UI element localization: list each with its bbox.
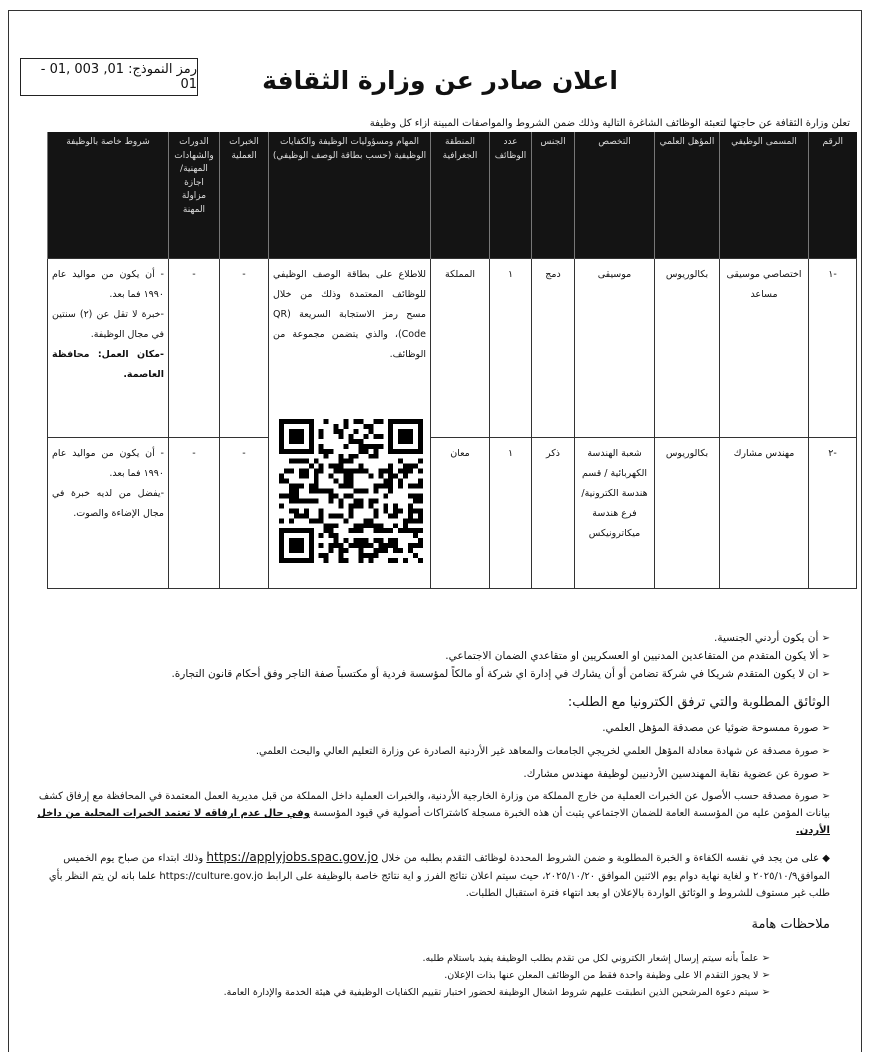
table-row bbox=[48, 438, 857, 589]
col-header: التخصص bbox=[575, 132, 655, 259]
condition: -خبرة لا تقل عن (٢) سنتين في مجال الوظيفة. bbox=[52, 308, 164, 340]
cell-region: معان bbox=[431, 438, 490, 589]
apply-link[interactable]: https://applyjobs.spac.gov.jo bbox=[206, 850, 379, 865]
table-row bbox=[48, 259, 857, 438]
cell-specialization: شعبة الهندسة الكهربائية / قسم هندسة الكترونية/ فرع هندسة ميكاترونيكس bbox=[575, 438, 655, 589]
list-item: ➢ صورة مصدقة عن شهادة معادلة المؤهل العلمي لخريجي الجامعات والمعاهد غير الأردنية الصادرة عن وزارة التعليم العالي والبحث العلمي. bbox=[30, 743, 830, 760]
list-item: ➢ ان لا يكون المتقدم شريكا في شركة تضامن أو أن يشارك في إدارة اي شركة أو مالكاً لمؤسسة فردية أو مكتسباً صفة التاجر وفق أحكام قانون التجارة. bbox=[30, 666, 830, 684]
list-item: ➢ ألا يكون المتقدم من المتقاعدين المدنيين او العسكريين او متقاعدي الضمان الاجتماعي. bbox=[30, 648, 830, 666]
apply-paragraph: ◆ على من يجد في نفسه الكفاءة و الخبرة المطلوبة و ضمن الشروط المحددة لوظائف التقدم بطلبه من خلال https://applyjobs.spac.gov.jo وذلك ابتداء من صباح يوم الخميس الموافق٢٠٢٥/١٠/٩ و لغاية نهاية دوام يوم الاثنين الموافق ٢٠٢٥/١٠/٢٠، حيث سيتم اعلان نتائج الفرز و اية نتائج خاصة بالوظيفة على الرابط https://culture.gov.jo علما بانه لن يتم النظر بأي طلب غير مستوف للشروط و الوثائق الواردة بالإعلان او بعد انتهاء فترة استقبال الطلبات. bbox=[48, 850, 830, 899]
list-item: ➢ سيتم دعوة المرشحين الذين انطبقت عليهم شروط اشغال الوظيفة لحضور اختبار تقييم الكفايات الوظيفية في هيئة الخدمة والإدارة العامة. bbox=[30, 984, 770, 1001]
notes-heading: ملاحظات هامة bbox=[751, 916, 830, 932]
condition: -مكان العمل: محافظة العاصمة. bbox=[52, 348, 164, 380]
list-item: ➢ علماً بأنه سيتم إرسال إشعار الكتروني لكل من تقدم بطلب الوظيفة يفيد باستلام طلبه. bbox=[30, 950, 770, 967]
cell-courses: - bbox=[169, 259, 220, 438]
cell-experience: - bbox=[220, 259, 269, 438]
cell-count: ١ bbox=[490, 438, 532, 589]
col-header: المهام ومسؤوليات الوظيفة والكفايات الوظيفية (حسب بطاقة الوصف الوظيفي) bbox=[269, 132, 431, 259]
cell-title: اختصاصي موسيقى مساعد bbox=[720, 259, 809, 438]
condition: - أن يكون من مواليد عام ١٩٩٠ فما بعد. bbox=[52, 269, 164, 300]
cell-conditions bbox=[48, 438, 169, 589]
general-conditions bbox=[30, 630, 830, 1001]
cell-specialization: موسيقى bbox=[575, 259, 655, 438]
cell-region: المملكة bbox=[431, 259, 490, 438]
apply-text: على من يجد في نفسه الكفاءة و الخبرة المطلوبة و ضمن الشروط المحددة لوظائف التقدم بطلبه من خلال bbox=[381, 853, 820, 865]
list-item: ➢ صورة مصدقة حسب الأصول عن الخبرات العملية من خارج المملكة من وزارة الخارجية الأردنية، والخبرات العملية داخل المملكة من قبل مديرية العمل المعتمدة في المحافظة مع إرفاق كشف بيانات المؤمن عليه من المؤسسة العامة للضمان الاجتماعي يثبت أن هذه الخبرة مسجلة كاشتراكات أصولية في قيود المؤسسة bbox=[39, 791, 830, 819]
cell-gender: ذكر bbox=[532, 438, 575, 589]
condition: - أن يكون من مواليد عام ١٩٩٠ فما بعد. bbox=[52, 448, 164, 479]
col-header: المسمى الوظيفي bbox=[720, 132, 809, 259]
cell-gender: دمج bbox=[532, 259, 575, 438]
cell-no: -٢ bbox=[809, 438, 857, 589]
cell-qualification: بكالوريوس bbox=[655, 438, 720, 589]
col-header: المؤهل العلمي bbox=[655, 132, 720, 259]
col-header: الرقم bbox=[809, 132, 857, 259]
col-header: شروط خاصة بالوظيفة bbox=[48, 132, 169, 259]
intro-text: تعلن وزارة الثقافة عن حاجتها لتعبئة الوظائف الشاغرة التالية وذلك ضمن الشروط والمواصفات المبينة ازاء كل وظيفة bbox=[369, 118, 850, 129]
cell-no: -١ bbox=[809, 259, 857, 438]
cell-conditions bbox=[48, 259, 169, 438]
qr-code[interactable] bbox=[279, 419, 423, 563]
apply-text: علما بانه لن يتم النظر بأي طلب غير مستوف للشروط و الوثائق الواردة بالإعلان او بعد انتهاء فترة استقبال الطلبات. bbox=[48, 870, 830, 899]
col-header: الخبرات العملية bbox=[220, 132, 269, 259]
col-header: الدورات والشهادات المهنية/ اجازة مزاولة المهنة bbox=[169, 132, 220, 259]
list-item: ➢ صورة ممسوحة ضوئيا عن مصدقة المؤهل العلمي. bbox=[30, 720, 830, 738]
tasks-text: للاطلاع على بطاقة الوصف الوظيفي للوظائف المعتمدة وذلك من خلال مسح رمز الاستجابة السريعة (QR Code)، والذي يتضمن مجموعة من الوظائف. bbox=[273, 269, 426, 360]
list-item: ➢ أن يكون أردني الجنسية. bbox=[30, 630, 830, 648]
documents-heading: الوثائق المطلوبة والتي ترفق الكترونيا مع الطلب: bbox=[567, 694, 830, 710]
cell-courses: - bbox=[169, 438, 220, 589]
cell-title: مهندس مشارك bbox=[720, 438, 809, 589]
cell-qualification: بكالوريوس bbox=[655, 259, 720, 438]
cell-count: ١ bbox=[490, 259, 532, 438]
col-header: المنطقة الجغرافية bbox=[431, 132, 490, 259]
jobs-table bbox=[47, 132, 857, 589]
apply-text: وذلك ابتداء من صباح يوم الخميس الموافق٢٠٢٥/١٠/٩ و لغاية نهاية دوام يوم الاثنين الموافق ٢٠٢٥/١٠/٢٠، حيث سيتم اعلان نتائج الفرز و اية نتائج خاصة بالوظيفة على الرابط bbox=[63, 853, 830, 882]
cell-tasks bbox=[269, 259, 431, 589]
table-header bbox=[48, 132, 857, 259]
col-header: الجنس bbox=[532, 132, 575, 259]
list-item: ➢ لا يجوز التقدم الا على وظيفة واحدة فقط من الوظائف المعلن عنها بذات الإعلان. bbox=[30, 967, 770, 984]
col-header: عدد الوظائف bbox=[490, 132, 532, 259]
page-title: اعلان صادر عن وزارة الثقافة bbox=[262, 66, 618, 95]
culture-link[interactable]: https://culture.gov.jo bbox=[159, 870, 263, 882]
list-item: ➢ صورة عن عضوية نقابة المهندسين الأردنيين لوظيفة مهندس مشارك. bbox=[30, 766, 830, 784]
documents-note: وفي حال عدم ارفاقه لا تعتمد الخبرات المحلية من داخل الأردن. bbox=[37, 808, 830, 837]
cell-experience: - bbox=[220, 438, 269, 589]
condition: -يفضل من لديه خبرة في مجال الإضاءة والصوت. bbox=[52, 487, 164, 519]
form-code: رمز النموذج: 01, 003 ,01 - 01 bbox=[20, 58, 198, 96]
